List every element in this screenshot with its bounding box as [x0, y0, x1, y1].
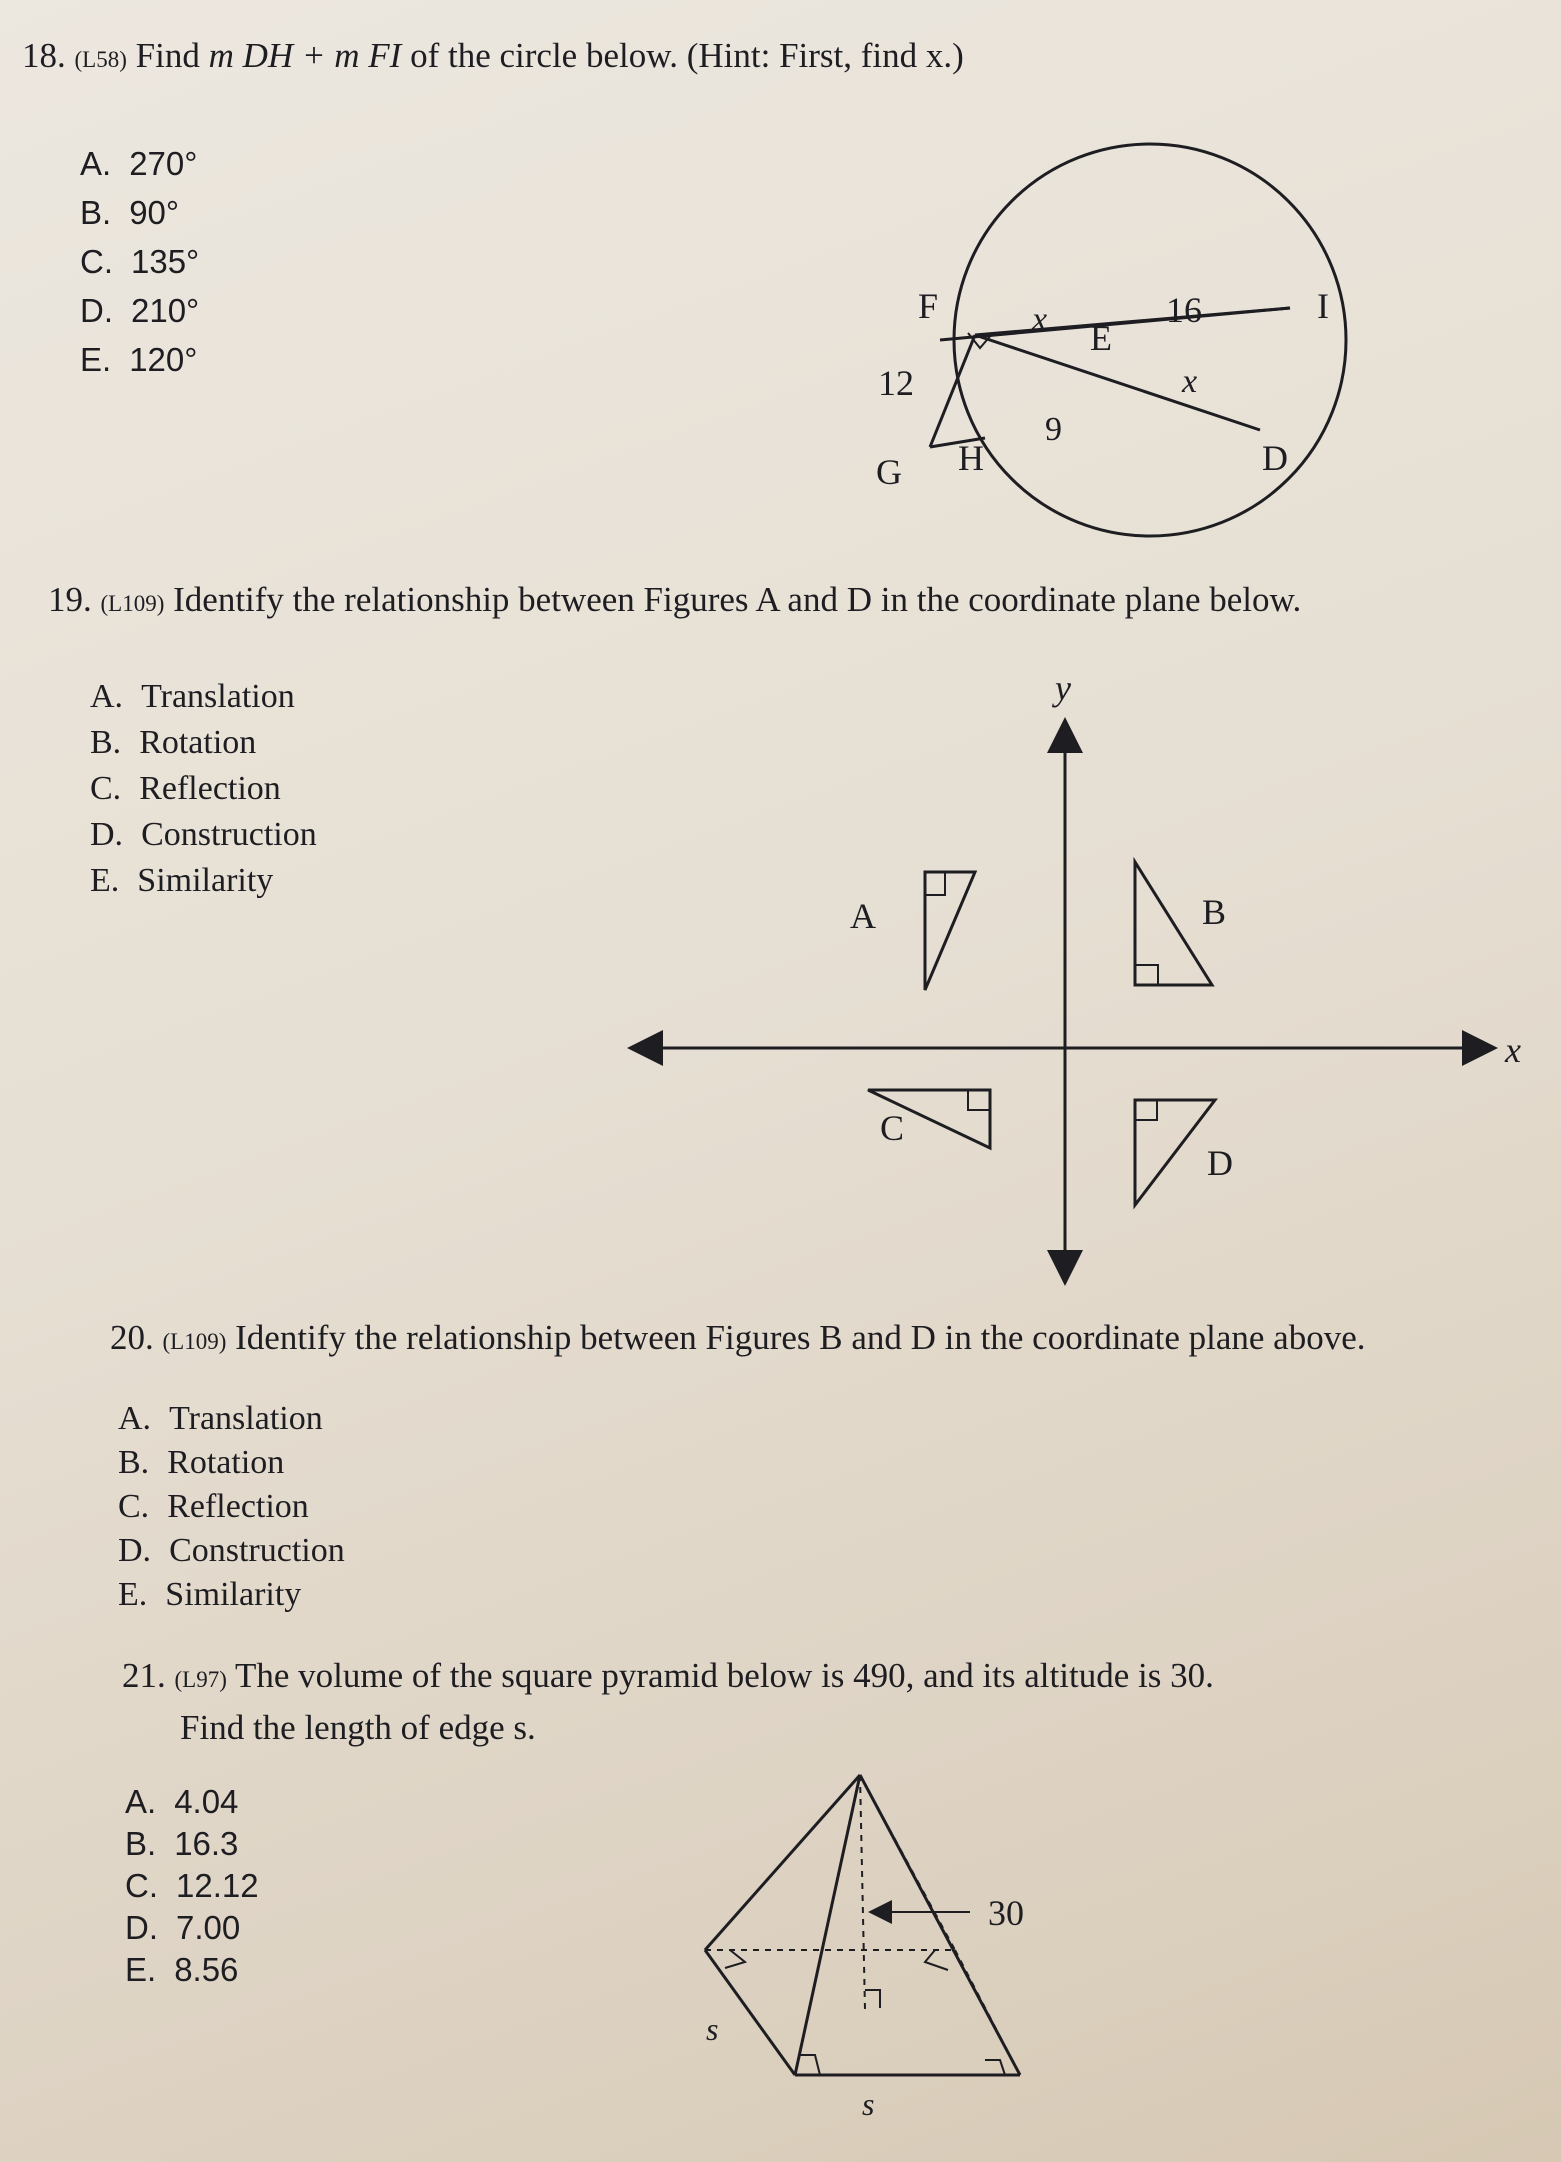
label-figure-a: A — [850, 896, 876, 936]
label-9: 9 — [1045, 411, 1062, 448]
q20-choice-b[interactable] — [118, 1444, 345, 1488]
label-h: H — [958, 438, 984, 478]
label-figure-c: C — [880, 1108, 905, 1148]
choice-letter: C. — [118, 1488, 150, 1525]
q21-lesson: (L97) — [174, 1667, 227, 1692]
q20-choices — [118, 1400, 345, 1620]
q20-choice-a[interactable] — [118, 1400, 345, 1444]
figure-d-right-angle — [1135, 1100, 1157, 1120]
choice-letter: D. — [118, 1532, 152, 1569]
figure-d — [1135, 1100, 1215, 1205]
choice-text: Similarity — [137, 862, 274, 899]
choice-text: 4.04 — [174, 1783, 239, 1820]
figure-a — [925, 872, 975, 990]
x-axis-label: x — [1505, 1030, 1521, 1070]
base-corner-mark-front-right — [985, 2060, 1005, 2075]
choice-text: Translation — [141, 678, 295, 715]
choice-text: 120° — [129, 341, 198, 378]
choice-text: Construction — [141, 816, 317, 853]
base-corner-mark-right — [925, 1950, 948, 1970]
q21-number: 21. — [122, 1656, 166, 1695]
q18-math: m DH + m FI — [208, 36, 402, 75]
q19-prompt — [48, 580, 1301, 620]
label-g: G — [876, 452, 902, 492]
choice-letter: A. — [118, 1400, 152, 1437]
choice-letter: C. — [80, 243, 113, 280]
figure-b-right-angle — [1135, 965, 1158, 985]
choice-letter: A. — [90, 678, 124, 715]
q20-number: 20. — [110, 1318, 154, 1357]
label-12: 12 — [878, 363, 914, 403]
choice-letter: D. — [125, 1909, 158, 1946]
q18-circle-figure — [0, 0, 1561, 560]
q18-number: 18. — [22, 36, 66, 75]
secant-g-i — [975, 308, 1290, 335]
q20-prompt — [110, 1318, 1365, 1358]
q21-prompt — [122, 1652, 1214, 1752]
q19-lesson: (L109) — [100, 591, 165, 616]
label-i: I — [1317, 286, 1329, 326]
choice-letter: E. — [90, 862, 120, 899]
label-figure-b: B — [1202, 892, 1227, 932]
choice-letter: B. — [90, 724, 122, 761]
choice-text: 16.3 — [174, 1825, 239, 1862]
label-d: D — [1262, 438, 1288, 478]
base-corner-mark-left — [725, 1950, 745, 1968]
choice-text: Rotation — [139, 724, 257, 761]
q18-lesson: (L58) — [74, 47, 127, 72]
choice-text: Reflection — [139, 770, 281, 807]
q19-coordinate-plane — [0, 640, 1561, 1290]
q19-text: Identify the relationship between Figures A and D in the coordinate plane below. — [173, 580, 1302, 619]
q20-choice-e[interactable] — [118, 1576, 345, 1620]
choice-text: 7.00 — [176, 1909, 241, 1946]
figure-b — [1135, 862, 1212, 985]
y-axis-label: y — [1055, 668, 1071, 708]
choice-letter: D. — [80, 292, 113, 329]
label-edge-s-bottom: s — [862, 2086, 875, 2122]
q19-number: 19. — [48, 580, 92, 619]
lateral-edge-left — [705, 1775, 860, 1950]
choice-text: 12.12 — [176, 1867, 259, 1904]
base-corner-mark-front — [800, 2055, 820, 2075]
figure-c-right-angle — [968, 1090, 990, 1110]
choice-text: 8.56 — [174, 1951, 239, 1988]
altitude-line — [860, 1775, 865, 2010]
q21-text-line2: Find the length of edge s. — [180, 1708, 536, 1747]
choice-letter: E. — [125, 1951, 157, 1988]
choice-text: Translation — [169, 1400, 323, 1437]
choice-letter: B. — [118, 1444, 150, 1481]
q18-text-after: of the circle below. (Hint: First, find x.) — [410, 36, 964, 75]
choice-text: 135° — [131, 243, 200, 280]
label-f: F — [918, 286, 939, 326]
choice-text: Construction — [169, 1532, 345, 1569]
q20-lesson: (L109) — [162, 1329, 227, 1354]
label-16: 16 — [1166, 290, 1202, 330]
q21-pyramid-figure — [0, 1760, 1561, 2162]
label-figure-d: D — [1207, 1143, 1233, 1183]
q20-choice-c[interactable] — [118, 1488, 345, 1532]
label-altitude-30: 30 — [988, 1893, 1024, 1933]
choice-letter: C. — [125, 1867, 158, 1904]
q21-text-line1: The volume of the square pyramid below is 490, and its altitude is 30. — [235, 1656, 1214, 1695]
label-e: E — [1090, 318, 1112, 358]
choice-letter: E. — [118, 1576, 148, 1613]
q20-choice-d[interactable] — [118, 1532, 345, 1576]
label-edge-s-side: s — [706, 2011, 719, 2047]
choice-letter: D. — [90, 816, 124, 853]
lateral-edge-front — [795, 1775, 860, 2075]
choice-text: 210° — [131, 292, 200, 329]
altitude-right-angle — [865, 1990, 880, 2008]
choice-letter: E. — [80, 341, 112, 378]
chord-f-d — [975, 335, 1260, 430]
choice-text: 270° — [129, 145, 198, 182]
choice-letter: A. — [125, 1783, 157, 1820]
label-x1: x — [1032, 301, 1048, 338]
choice-letter: B. — [80, 194, 112, 231]
choice-text: 90° — [129, 194, 180, 231]
figure-a-right-angle — [925, 872, 945, 895]
label-x2: x — [1182, 363, 1198, 400]
choice-text: Similarity — [165, 1576, 302, 1613]
segment-g-f — [930, 335, 975, 447]
lateral-edge-back-hidden — [860, 1775, 955, 1950]
base-front-left-edge — [705, 1950, 795, 2075]
q20-text: Identify the relationship between Figures B and D in the coordinate plane above. — [235, 1318, 1366, 1357]
choice-letter: B. — [125, 1825, 157, 1862]
q18-text-before: Find — [135, 36, 200, 75]
choice-text: Rotation — [167, 1444, 285, 1481]
choice-letter: C. — [90, 770, 122, 807]
choice-letter: A. — [80, 145, 112, 182]
choice-text: Reflection — [167, 1488, 309, 1525]
